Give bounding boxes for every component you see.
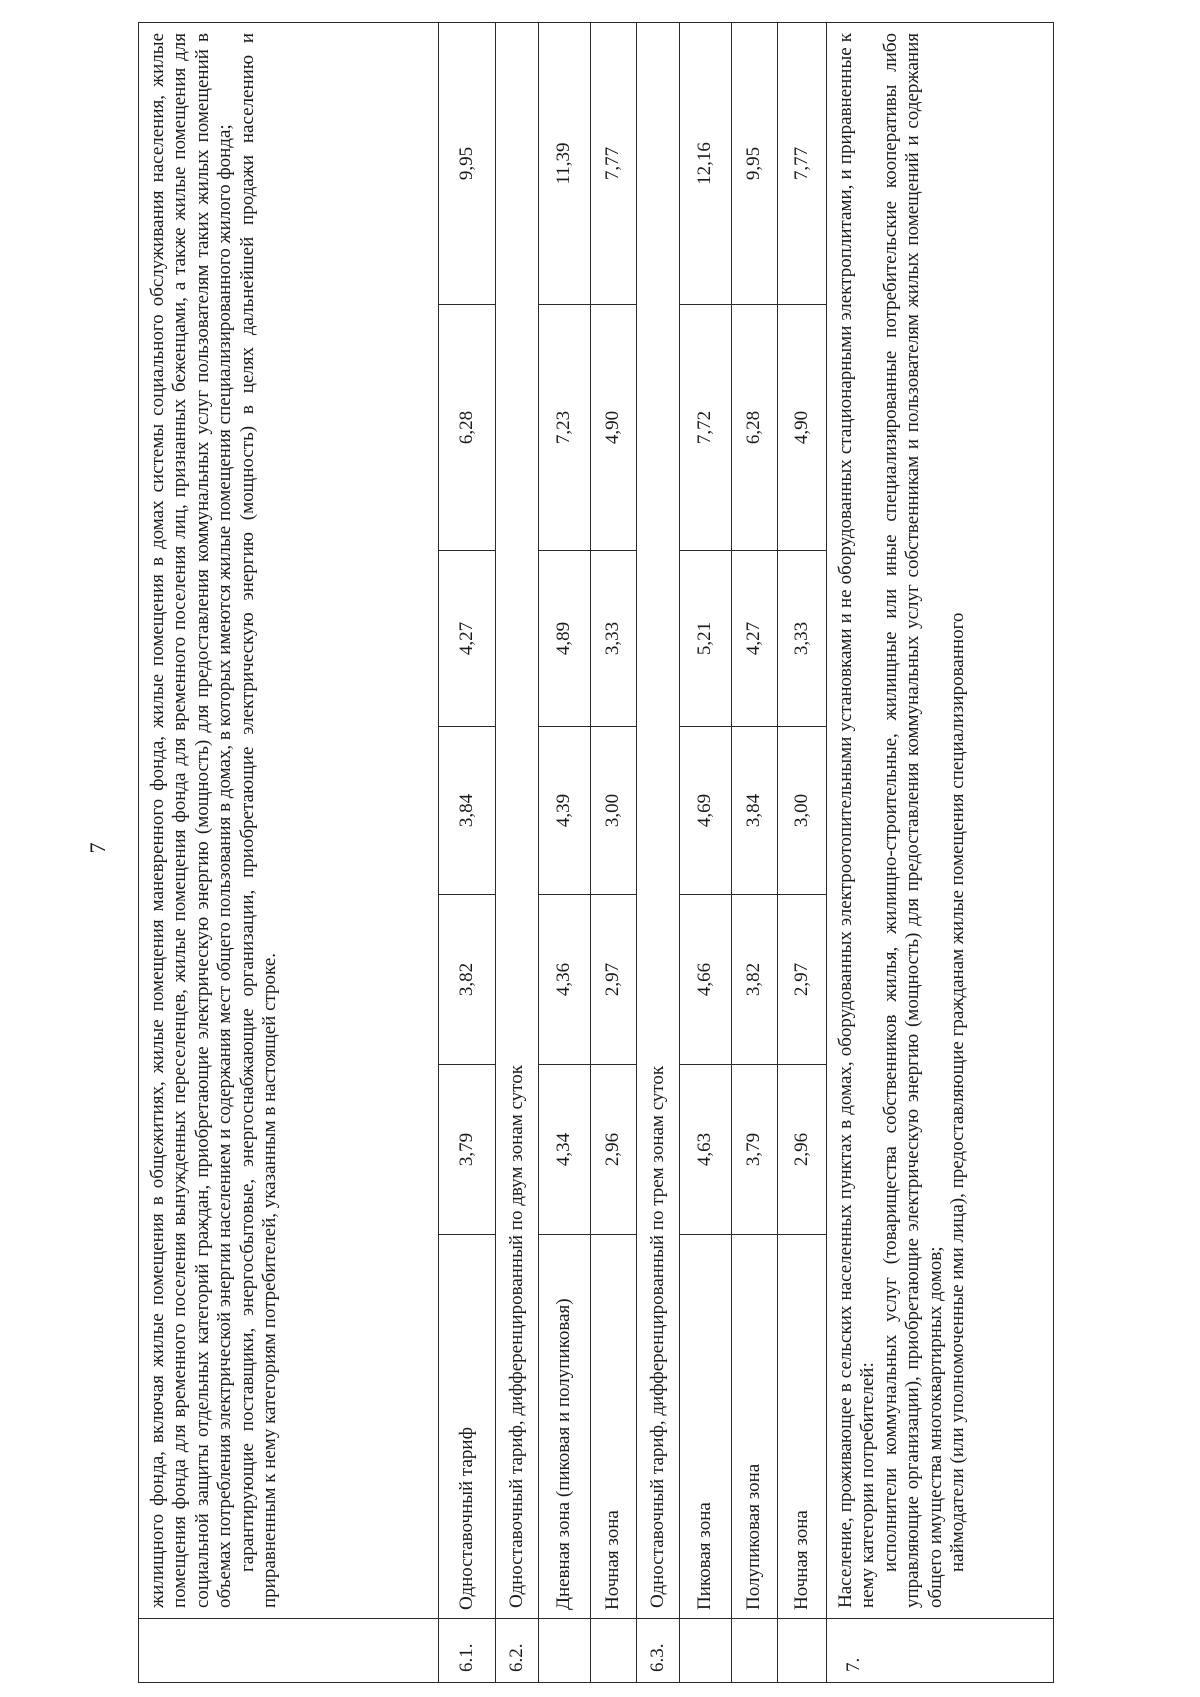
empty-num-cell [539, 1619, 591, 1683]
value-cell: 3,84 [439, 727, 496, 895]
value-cell: 4,27 [439, 551, 496, 727]
intro-row [139, 22, 439, 1682]
intro-paragraph-1: жилищного фонда, включая жилые помещения в общежитиях, жилые помещения маневренного фонда, жилые помещения в домах системы социального обслуживания населения, жилые помещения фонда для временного поселения вынужденных переселенцев, жилые помещения фонда для временного поселения лиц, признанных беженцами, а также жилые помещения для социальной защиты отдельных категорий граждан, приобретающие электрическую энергию (мощность) для предоставления коммунальных услуг пользователям таких жилых помещений в объемах потребления электрической энергии населением и содержания мест общего пользования в домах, в которых имеются жилые помещения специализированного жилого фонда; [147, 32, 236, 1608]
empty-num-cell [778, 1619, 827, 1683]
value-cell: 4,27 [732, 551, 778, 727]
value-cell: 3,33 [591, 551, 637, 727]
value-cell: 5,21 [680, 551, 732, 727]
row-label: Полупиковая зона [732, 1235, 778, 1619]
table-row [439, 22, 496, 1682]
section-heading: Одноставочный тариф, дифференцированный по трем зонам суток [637, 22, 680, 1618]
value-cell: 3,79 [732, 1065, 778, 1235]
value-cell: 4,89 [539, 551, 591, 727]
value-cell: 7,77 [591, 22, 637, 304]
value-cell: 3,00 [591, 727, 637, 895]
value-cell: 2,96 [778, 1065, 827, 1235]
value-cell: 2,97 [778, 895, 827, 1065]
empty-num-cell [680, 1619, 732, 1683]
table-row [732, 22, 778, 1682]
row-label: Одноставочный тариф [439, 1235, 496, 1619]
value-cell: 9,95 [439, 22, 496, 304]
value-cell: 4,39 [539, 727, 591, 895]
section-heading: Одноставочный тариф, дифференцированный по двум зонам суток [496, 22, 539, 1618]
value-cell: 2,97 [591, 895, 637, 1065]
value-cell: 11,39 [539, 22, 591, 304]
value-cell: 3,84 [732, 727, 778, 895]
row-label: Ночная зона [591, 1235, 637, 1619]
value-cell: 6,28 [439, 305, 496, 551]
value-cell: 4,90 [591, 305, 637, 551]
value-cell: 4,63 [680, 1065, 732, 1235]
empty-num-cell [732, 1619, 778, 1683]
value-cell: 6,28 [732, 305, 778, 551]
value-cell: 7,72 [680, 305, 732, 551]
empty-num-cell [139, 1619, 439, 1683]
value-cell: 12,16 [680, 22, 732, 304]
section-7-paragraph-1: Население, проживающее в сельских населенных пунктах в домах, оборудованных электроотопительными установками и не оборудованных стационарными электроплитами, и приравненные к нему категории потребителей: [835, 32, 879, 1608]
table-row [637, 22, 680, 1682]
row-label: Ночная зона [778, 1235, 827, 1619]
row-number: 7. [827, 1619, 1054, 1683]
value-cell: 4,69 [680, 727, 732, 895]
section-7-row [827, 22, 1054, 1682]
value-cell: 4,34 [539, 1065, 591, 1235]
section-7-paragraph-2: исполнители коммунальных услуг (товарищества собственников жилья, жилищно-строительные, жилищные или иные специализированные потребительские кооперативы либо управляющие организации), приобретающие электрическую энергию (мощность) для предоставления коммунальных услуг собственникам и пользователям жилых помещений и содержания общего имущества многоквартирных домов; [879, 32, 946, 1608]
table-row [680, 22, 732, 1682]
value-cell: 4,90 [778, 305, 827, 551]
value-cell: 3,79 [439, 1065, 496, 1235]
value-cell: 3,82 [732, 895, 778, 1065]
intro-paragraph-2: гарантирующие поставщики, энергосбытовые, энергоснабжающие организации, приобретающие электрическую энергию (мощность) в целях дальнейшей продажи населению и приравненным к нему категориям потребителей, указанным в настоящей строке. [236, 32, 281, 1608]
value-cell: 7,77 [778, 22, 827, 304]
row-number: 6.1. [439, 1619, 496, 1683]
value-cell: 4,36 [539, 895, 591, 1065]
section-7-paragraph-3: наймодатели (или уполномоченные ими лица), предоставляющие гражданам жилые помещения специализированного [947, 612, 969, 1572]
row-label: Пиковая зона [680, 1235, 732, 1619]
table-row [591, 22, 637, 1682]
value-cell: 3,33 [778, 551, 827, 727]
intro-cell [139, 22, 439, 1618]
value-cell: 2,96 [591, 1065, 637, 1235]
section-7-cell [827, 22, 1054, 1618]
value-cell: 7,23 [539, 305, 591, 551]
value-cell: 4,66 [680, 895, 732, 1065]
value-cell: 3,82 [439, 895, 496, 1065]
row-number: 6.2. [496, 1619, 539, 1683]
tariff-table [138, 22, 1054, 1683]
tariff-table-rotated [138, 23, 1054, 1683]
table-row [539, 22, 591, 1682]
page-number: 7 [85, 842, 110, 854]
value-cell: 3,00 [778, 727, 827, 895]
row-number: 6.3. [637, 1619, 680, 1683]
table-row [778, 22, 827, 1682]
value-cell: 9,95 [732, 22, 778, 304]
empty-num-cell [591, 1619, 637, 1683]
row-label: Дневная зона (пиковая и полупиковая) [539, 1235, 591, 1619]
table-row [496, 22, 539, 1682]
